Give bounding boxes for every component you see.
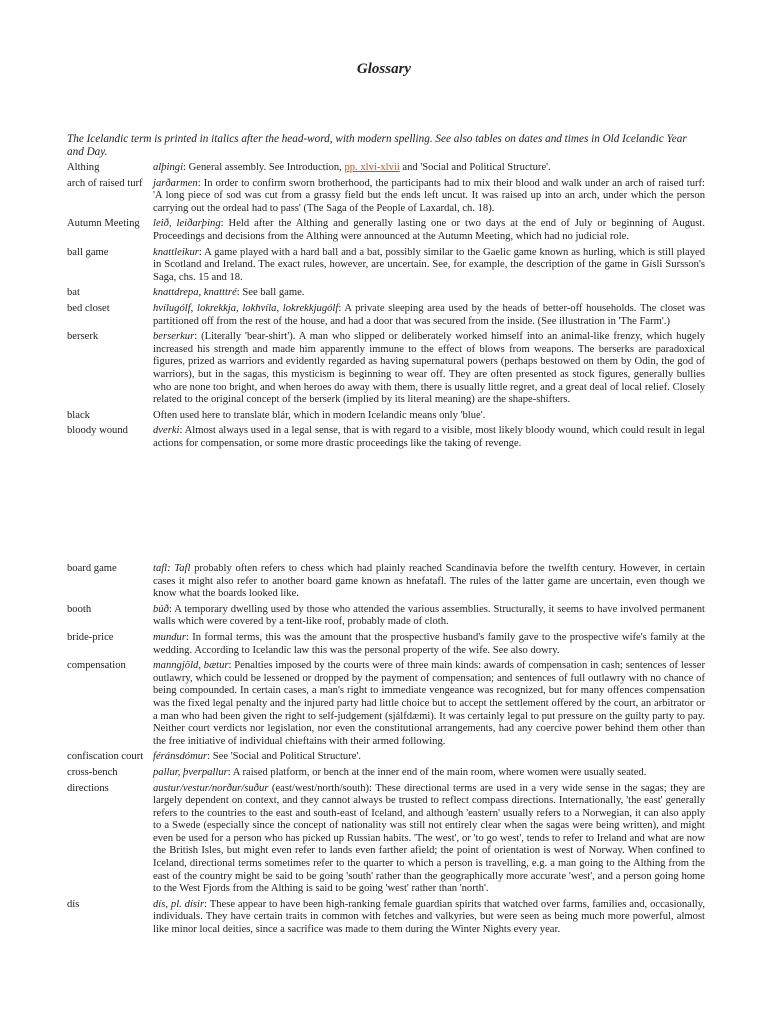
definition-text: : A raised platform, or bench at the inner end of the main room, where women were usually seated. <box>227 766 647 778</box>
glossary-entry <box>67 218 705 243</box>
term: pallur, þverpallur <box>153 766 228 778</box>
definition-text: : These appear to have been high-ranking female guardian spirits that watched over farms, families and, occasionally, individuals. They have certain traits in common with fetches and valkyries, but were seen as being much more powerful, almost like minor local deities, since a sacrifice was made to them during the Winter Nights every year. <box>153 898 705 936</box>
definition-text: : A game played with a hard ball and a bat, possibly similar to the Gaelic game known as hurling, which is still played in Scotland and Ireland. The exact rules, however, are uncertain. See, for example, the description of the game in Gísli Sursson's Saga, chs. 15 and 18. <box>153 246 705 283</box>
glossary-entry <box>67 660 705 748</box>
headword: arch of raised turf <box>67 177 143 189</box>
term: tafl: Tafl <box>153 563 191 574</box>
glossary-entry <box>67 162 705 175</box>
headword: berserk <box>67 331 99 343</box>
headword: bride-price <box>67 631 114 643</box>
definition-text: : A temporary dwelling used by those who attended the various assemblies. Structurally, it seems to have involved permanent walls which were covered by a tent-like roof, probably made of cloth. <box>153 603 705 628</box>
definition <box>153 410 705 423</box>
definition <box>153 331 705 407</box>
headword: booth <box>67 603 92 615</box>
term: knattdrepa, knatttré <box>153 287 237 299</box>
definition <box>153 563 705 601</box>
definition <box>153 287 705 300</box>
definition <box>153 218 705 243</box>
term: austur/vestur/norður/suður <box>153 782 269 794</box>
glossary-entry <box>67 331 705 407</box>
glossary-entry <box>67 178 705 216</box>
term: búð <box>153 603 169 615</box>
glossary-entry <box>67 632 705 657</box>
headword: confiscation court <box>67 751 144 763</box>
glossary-entry <box>67 783 705 896</box>
glossary-entry <box>67 751 705 764</box>
definition <box>153 425 705 450</box>
headword: black <box>67 409 90 421</box>
glossary-entry <box>67 410 705 423</box>
term: leið, leiðarþing <box>153 218 221 230</box>
definition-text: : In formal terms, this was the amount that the prospective husband's family gave to the prospective wife's family at the wedding. According to Icelandic law this was the personal property of the wife. See also dowry. <box>153 631 705 656</box>
term: berserkur <box>153 331 195 343</box>
headword: compensation <box>67 660 126 672</box>
glossary-group-2 <box>67 563 705 940</box>
definition-text: : A private sleeping area used by the heads of better-off households. The closet was partitioned off from the rest of the house, and had a door that was secured from the inside. (See illustration in 'The Farm'.) <box>153 302 705 327</box>
definition-text: : See 'Social and Political Structure'. <box>207 751 362 763</box>
definition <box>153 783 705 896</box>
glossary-entry <box>67 767 705 780</box>
headword: bloody wound <box>67 425 128 437</box>
term: hvílugólf, lokrekkja, lokhvíla, lokrekkjugólf <box>153 302 339 314</box>
term: jarðarmen <box>153 177 198 189</box>
definition-text: : (Literally 'bear-shirt'). A man who slipped or deliberately worked himself into an animal-like frenzy, which hugely increased his strength and made him apparently immune to the effect of blows from weapons. The berserks are paradoxical figures, prized as warriors and evidently regarded as having supernatural powers (perhaps bestowed on them by Odin, the god of warriors), but in the sagas, this mysticism is beginning to wear off. They are often presented as stock figures, generally bullies who are none too bright, and when heroes do away with them, there is usually little regret, and a great deal of local relief. Closely related to the original concept of the berserk (implied by its literal meaning) are the shape-shifters. <box>153 331 705 406</box>
page-title: Glossary <box>356 61 412 77</box>
headword: Autumn Meeting <box>67 218 140 230</box>
glossary-entry <box>67 247 705 285</box>
definition <box>153 303 705 328</box>
glossary-group-1 <box>67 162 705 453</box>
term: manngjöld, bætur <box>153 660 229 672</box>
headword: Althing <box>67 162 100 173</box>
definition-text: : Penalties imposed by the courts were of three main kinds: awards of compensation in cash; sentences of lesser outlawry, which could be lessened or dropped by the payment of compensation; and sentences of full outlawry with no chance of being compounded. In certain cases, a man's right to immediate vengeance was recognized, but for many offences compensation was the fixed legal penalty and the injured party had little choice but to accept the settlement offered by the court, an arbitrator or a man who had been given the right to self-judgement (sjálfdæmi). It was certainly legal to put pressure on the guilty party to pay. Neither court verdicts nor legislation, nor even the constitutional arrangements, had any coercive power behind them other than the free initiative of individual chieftains with their armed following. <box>153 660 705 747</box>
headword: board game <box>67 563 117 574</box>
definition-text: : In order to confirm sworn brotherhood, the participants had to mix their blood and walk under an arch of raised turf: 'A long piece of sod was cut from a grassy field but the ends left uncut. It was raised up into an arch, under which the person carrying out the ordeal had to pass' (The Saga of the People of Laxardal, ch. 18). <box>153 177 705 214</box>
page-link[interactable]: pp. xlvi-xlvii <box>344 162 400 173</box>
definition <box>153 247 705 285</box>
headword: dís <box>67 898 80 910</box>
definition-text: probably often refers to chess which had plainly reached Scandinavia before the twelfth century. However, in certain cases it might also refer to another board game known as hnefatafl. The rules of the latter game are uncertain, even though we know what the boards looked like. <box>153 563 705 600</box>
term: dís, pl. dísir <box>153 898 205 910</box>
headword: cross-bench <box>67 766 118 778</box>
glossary-entry <box>67 604 705 629</box>
term: dverki <box>153 425 180 437</box>
glossary-entry <box>67 425 705 450</box>
definition-text: and 'Social and Political Structure'. <box>399 162 551 173</box>
intro-paragraph <box>67 133 705 159</box>
definition <box>153 162 705 175</box>
glossary-entry <box>67 563 705 601</box>
headword: bed closet <box>67 302 110 314</box>
headword: directions <box>67 782 109 794</box>
definition <box>153 660 705 748</box>
term: mundur <box>153 631 186 643</box>
definition-text: : See ball game. <box>236 287 305 299</box>
definition-text: : General assembly. See Introduction, <box>183 162 345 173</box>
headword: ball game <box>67 246 109 258</box>
definition <box>153 767 705 780</box>
glossary-entry <box>67 303 705 328</box>
glossary-entry <box>67 899 705 937</box>
headword: bat <box>67 287 80 299</box>
definition <box>153 604 705 629</box>
definition <box>153 178 705 216</box>
definition <box>153 899 705 937</box>
definition-text: : Held after the Althing and generally lasting one or two days at the end of July or beginning of August. Proceedings and decisions from the Althing were announced at the Autumn Meeting, which had no judicial role. <box>153 218 705 242</box>
intro-text: The Icelandic term is printed in italics after the head-word, with modern spelling. See also tables on dates and times in Old Icelandic Year and Day. <box>67 133 687 158</box>
term: féránsdómur <box>153 751 208 763</box>
glossary-entry <box>67 287 705 300</box>
definition <box>153 632 705 657</box>
definition-text: (east/west/north/south): These directional terms are used in a very wide sense in the sagas; they are largely dependent on context, and they cannot always be trusted to reflect compass directions. Internationally, 'the east' generally refers to the countries to the east and south-east of Iceland, and although 'eastern' usually refers to a Norwegian, it can also apply to a Swede (especially since the concept of nationality was still not entirely clear when the sagas were being written), and might even be used for a person who has picked up Russian habits. 'The west', or 'to go west', tends to refer to Ireland and what are now the British Isles, but might even refer to lands even farther afield; the point of orientation is west of Norway. When confined to Iceland, directional terms sometimes refer to the quarter to which a person is travelling, e.g. a man going to the Althing from the east of the country might be said to be going 'south' rather than the geographically more accurate 'west', and a person going home to the West Fjords from the Althing is said to be going 'west' rather than 'north'. <box>153 782 705 895</box>
term: knattleikur <box>153 246 199 258</box>
term: alþingi <box>153 162 184 173</box>
definition-text: : Almost always used in a legal sense, that is with regard to a visible, most likely bloody wound, which could result in legal actions for compensation, or some more drastic proceedings like the taking of revenge. <box>153 425 705 449</box>
definition <box>153 751 705 764</box>
definition-text: Often used here to translate blár, which in modern Icelandic means only 'blue'. <box>153 409 486 421</box>
